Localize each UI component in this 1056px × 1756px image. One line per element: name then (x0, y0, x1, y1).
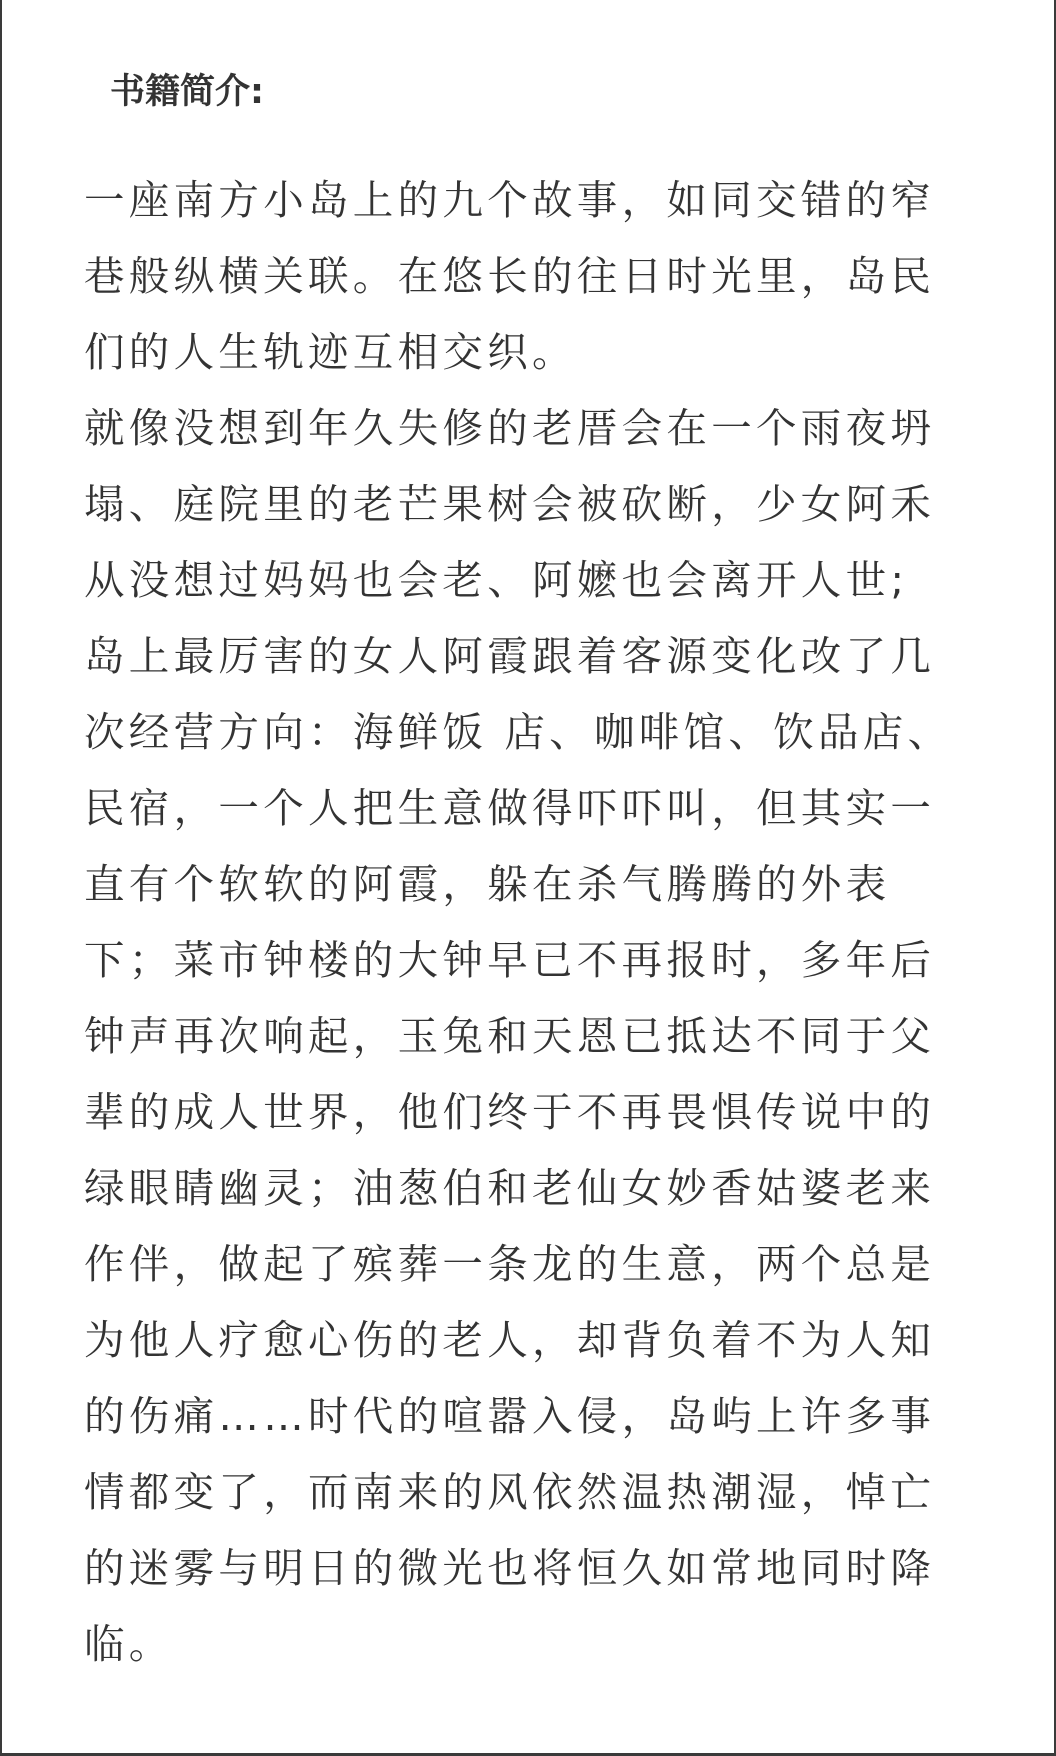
description-line: 次经营方向：海鲜饭 店、咖啡馆、饮品店、 (84, 708, 953, 756)
description-line: 临。 (84, 1620, 174, 1668)
section-heading: 书籍简介: (110, 72, 264, 112)
description-line: 就像没想到年久失修的老厝会在一个雨夜坍 (84, 404, 936, 452)
description-line: 绿眼睛幽灵；油葱伯和老仙女妙香姑婆老来 (84, 1164, 936, 1212)
book-intro-page (2, 0, 1054, 1753)
description-line: 们的人生轨迹互相交织。 (84, 328, 577, 376)
book-description (84, 162, 1004, 1682)
description-line: 塌、庭院里的老芒果树会被砍断，少女阿禾 (84, 480, 936, 528)
description-line: 情都变了，而南来的风依然温热潮湿，悼亡 (84, 1468, 936, 1516)
description-line: 一座南方小岛上的九个故事，如同交错的窄 (84, 176, 936, 224)
description-line: 为他人疗愈心伤的老人，却背负着不为人知 (84, 1316, 936, 1364)
description-line: 直有个软软的阿霞，躲在杀气腾腾的外表 (84, 860, 891, 908)
description-line: 辈的成人世界，他们终于不再畏惧传说中的 (84, 1088, 936, 1136)
description-line: 民宿，一个人把生意做得吓吓叫，但其实一 (84, 784, 936, 832)
description-line: 作伴，做起了殡葬一条龙的生意，两个总是 (84, 1240, 936, 1288)
description-line: 从没想过妈妈也会老、阿嬷也会离开人世; (84, 556, 909, 604)
description-line: 钟声再次响起，玉兔和天恩已抵达不同于父 (84, 1012, 936, 1060)
description-line: 的伤痛……时代的喧嚣入侵，岛屿上许多事 (84, 1392, 936, 1440)
description-line: 的迷雾与明日的微光也将恒久如常地同时降 (84, 1544, 936, 1592)
description-line: 巷般纵横关联。在悠长的往日时光里，岛民 (84, 252, 936, 300)
description-line: 岛上最厉害的女人阿霞跟着客源变化改了几 (84, 632, 936, 680)
description-line: 下；菜市钟楼的大钟早已不再报时，多年后 (84, 936, 936, 984)
